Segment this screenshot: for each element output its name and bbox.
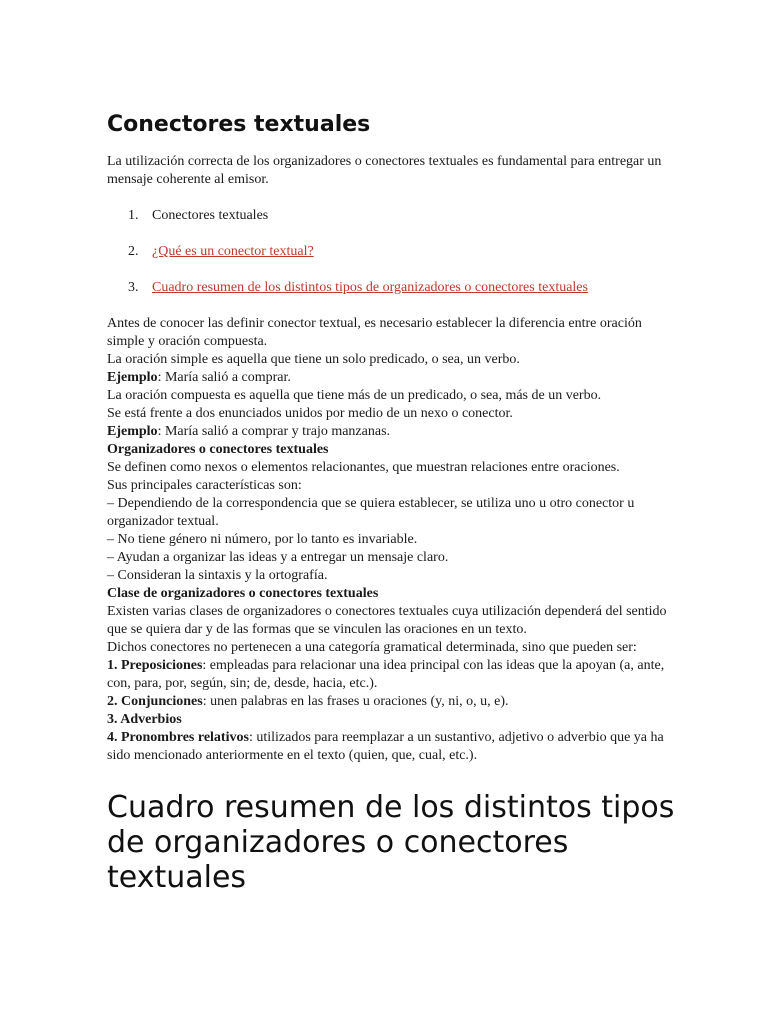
toc-item-1 [107, 207, 667, 225]
toc-number: 1. [128, 208, 139, 223]
intro-paragraph: La utilización correcta de los organizadores o conectores textuales es fundamental para entregar un mensaje coherente al emisor. [107, 154, 662, 187]
body-paragraph: La oración compuesta es aquella que tiene más de un predicado, o sea, más de un verbo. [107, 388, 602, 403]
toc-number: 3. [128, 280, 139, 295]
toc-label: Conectores textuales [152, 208, 269, 223]
body-paragraph: La oración simple es aquella que tiene un solo predicado, o sea, un verbo. [107, 352, 520, 367]
example-line [107, 369, 667, 387]
section-heading: Cuadro resumen de los distintos tipos de organizadores o conectores textuales [107, 790, 675, 895]
characteristic-item: – Dependiendo de la correspondencia que se quiera establecer, se utiliza uno u otro conector u organizador textual. [107, 496, 635, 529]
toc-link-que-es[interactable]: ¿Qué es un conector textual? [152, 244, 314, 259]
body-paragraph: Sus principales características son: [107, 478, 302, 493]
body-paragraph: Dichos conectores no pertenecen a una categoría gramatical determinada, sino que pueden ser: [107, 640, 637, 655]
subheading-clase: Clase de organizadores o conectores textuales [107, 586, 379, 601]
body-paragraph: Se definen como nexos o elementos relacionantes, que muestran relaciones entre oraciones. [107, 460, 620, 475]
toc-item-2[interactable] [107, 243, 667, 261]
document-content [107, 110, 667, 765]
example-line [107, 423, 667, 441]
example-text: : María salió a comprar. [157, 370, 291, 385]
toc-number: 2. [128, 244, 139, 259]
example-label: Ejemplo [107, 424, 158, 439]
class-label: 4. Pronombres relativos [107, 730, 249, 745]
characteristic-item: – No tiene género ni número, por lo tanto es invariable. [107, 532, 418, 547]
subheading-organizadores: Organizadores o conectores textuales [107, 442, 329, 457]
body-paragraph: Existen varias clases de organizadores o conectores textuales cuya utilización dependerá del sentido que se quiera dar y de las formas que se vinculen las oraciones en un texto. [107, 604, 667, 637]
body-paragraph: Antes de conocer las definir conector textual, es necesario establecer la diferencia entre oración simple y oración compuesta. [107, 316, 642, 349]
class-item [107, 693, 667, 711]
page-title: Conectores textuales [107, 112, 371, 137]
characteristic-item: – Ayudan a organizar las ideas y a entregar un mensaje claro. [107, 550, 449, 565]
class-label: 1. Preposiciones [107, 658, 203, 673]
class-item: 3. Adverbios [107, 712, 182, 727]
class-label: 2. Conjunciones [107, 694, 203, 709]
characteristic-item: – Consideran la sintaxis y la ortografía. [107, 568, 328, 583]
class-text: : empleadas para relacionar una idea principal con las ideas que la apoyan (a, ante, con, para, por, según, sin; de, desde, hacia, etc.). [107, 658, 665, 691]
body-paragraph: Se está frente a dos enunciados unidos por medio de un nexo o conector. [107, 406, 513, 421]
class-text: : unen palabras en las frases u oraciones (y, ni, o, u, e). [202, 694, 509, 709]
toc-link-cuadro-resumen[interactable]: Cuadro resumen de los distintos tipos de organizadores o conectores textuales [152, 280, 588, 295]
example-text: : María salió a comprar y trajo manzanas. [157, 424, 391, 439]
toc-item-3[interactable] [107, 279, 667, 297]
class-text: : utilizados para reemplazar a un sustantivo, adjetivo o adverbio que ya ha sido mencionado anteriormente en el texto (quien, que, cual, etc.). [107, 730, 664, 763]
class-item [107, 657, 667, 693]
table-of-contents [107, 207, 667, 297]
class-item [107, 729, 667, 765]
example-label: Ejemplo [107, 370, 158, 385]
